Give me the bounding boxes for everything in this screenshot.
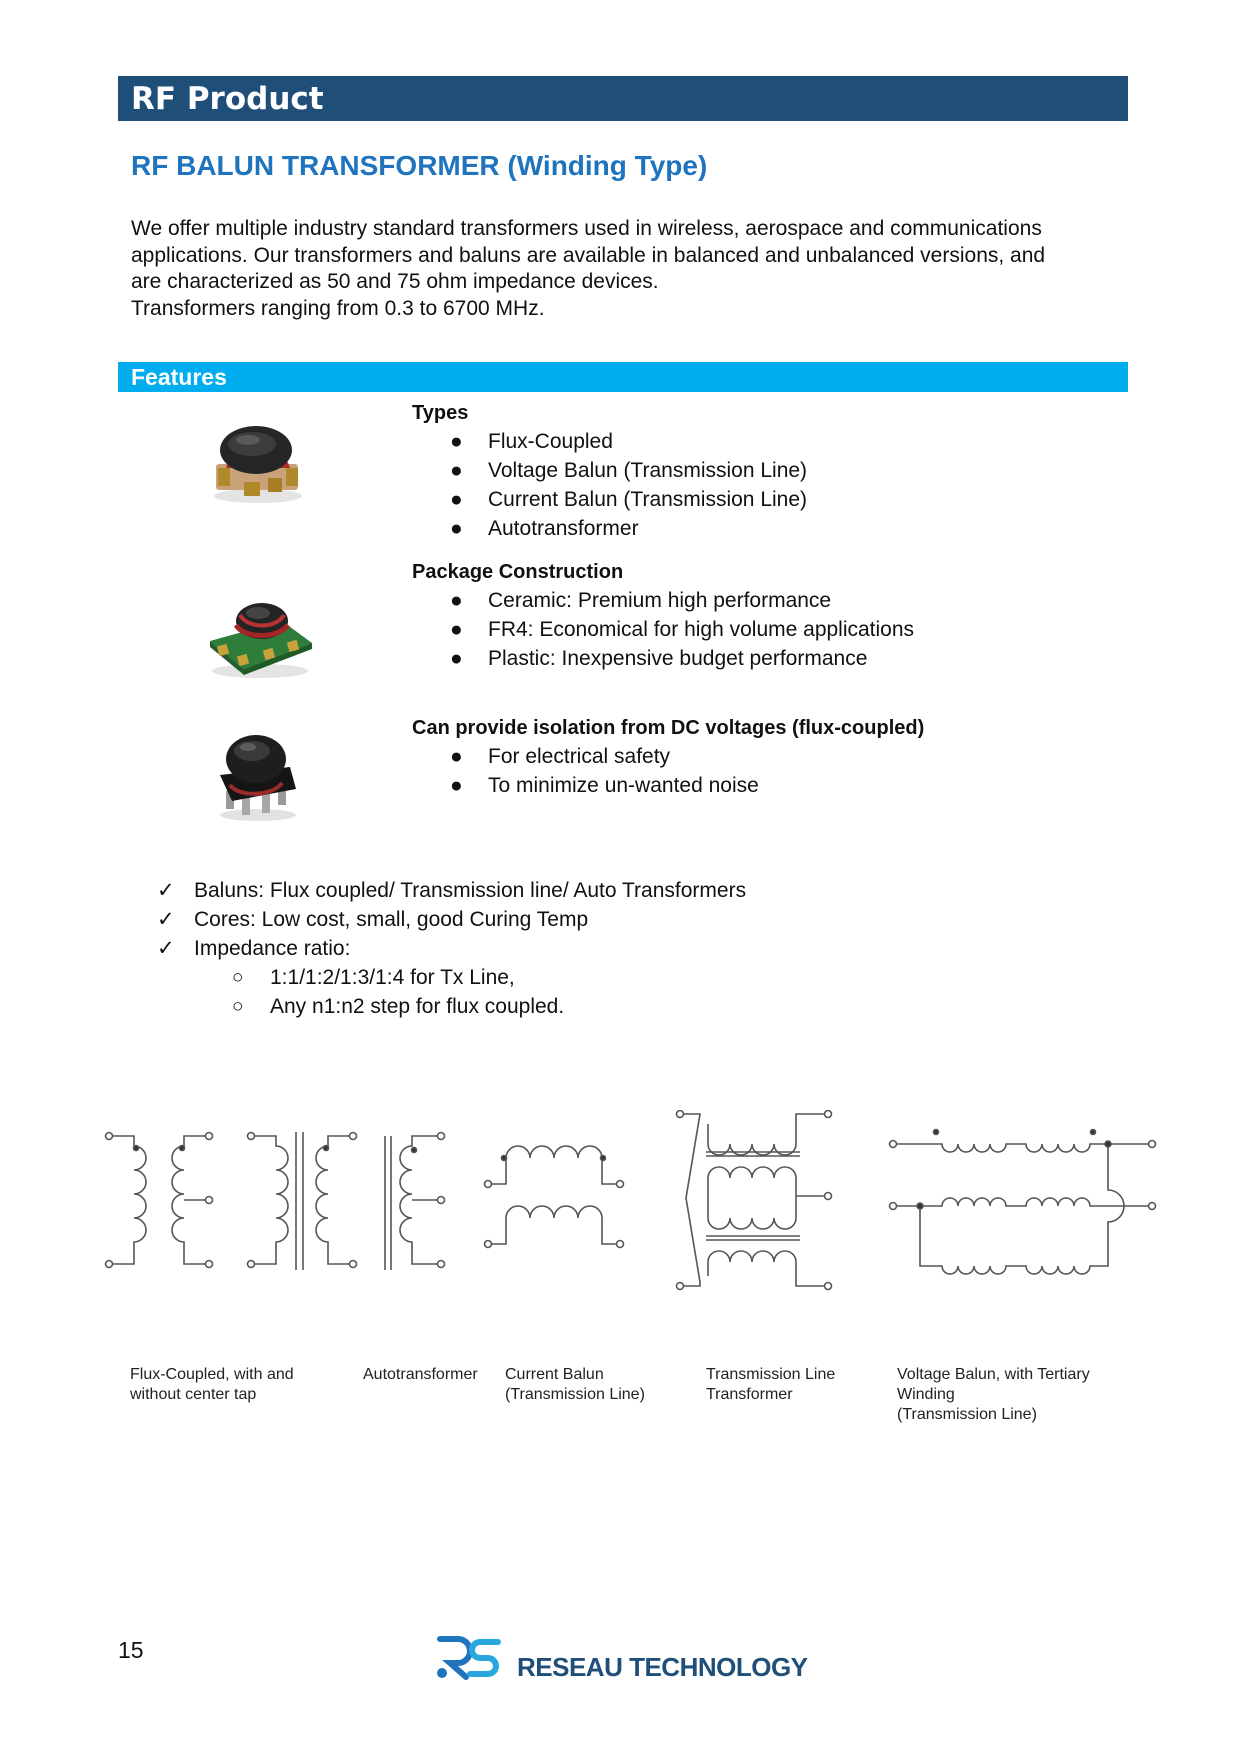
intro-line: Transformers ranging from 0.3 to 6700 MHz.: [131, 296, 545, 320]
features-bar: [118, 362, 1128, 392]
current-balun-schematic: [485, 1146, 624, 1248]
list-item: ● Ceramic: Premium high performance: [412, 586, 914, 615]
check-item: ✓ Cores: Low cost, small, good Curing Temp: [155, 905, 746, 934]
list-item: ● Flux-Coupled: [412, 427, 807, 456]
transmission-line-schematic: [677, 1111, 832, 1290]
list-item: ● Current Balun (Transmission Line): [412, 485, 807, 514]
sub-item: ○ Any n1:n2 step for flux coupled.: [155, 992, 746, 1021]
check-item: ✓ Baluns: Flux coupled/ Transmission line/ Auto Transformers: [155, 876, 746, 905]
bullet-icon: ●: [450, 488, 463, 511]
autotransformer-schematic: [385, 1133, 445, 1271]
features-package: [412, 561, 914, 673]
circle-bullet-icon: ○: [232, 996, 244, 1017]
reseau-logo-icon: [436, 1635, 502, 1681]
company-name: RESEAU TECHNOLOGY: [517, 1652, 808, 1682]
features-isolation: [412, 717, 924, 800]
list-item: ● Voltage Balun (Transmission Line): [412, 456, 807, 485]
list-item: ● FR4: Economical for high volume applications: [412, 615, 914, 644]
group-heading: Types: [412, 402, 469, 424]
checkmark-icon: ✓: [157, 879, 175, 902]
group-heading: Can provide isolation from DC voltages (flux-coupled): [412, 717, 925, 739]
bullet-icon: ●: [450, 647, 463, 670]
caption-transmission-line: Transmission Line Transformer: [706, 1366, 836, 1403]
document-title: RF BALUN TRANSFORMER (Winding Type): [131, 150, 708, 181]
list-item: ● To minimize un-wanted noise: [412, 771, 924, 800]
list-item: ● Plastic: Inexpensive budget performance: [412, 644, 914, 673]
intro-line: applications. Our transformers and baluns are available in balanced and unbalanced versions, and: [131, 243, 1046, 267]
features-title: Features: [131, 364, 227, 390]
bullet-icon: ●: [450, 774, 463, 797]
circle-bullet-icon: ○: [232, 967, 244, 988]
caption-autotransformer: Autotransformer: [363, 1366, 478, 1383]
list-item: ● Autotransformer: [412, 514, 807, 543]
header-bar: [118, 76, 1128, 121]
checklist: [155, 876, 746, 1021]
transformer-image-3: [212, 727, 304, 823]
features-types: [412, 402, 807, 543]
check-item: ✓ Impedance ratio:: [155, 934, 746, 963]
bullet-icon: ●: [450, 618, 463, 641]
intro-line: are characterized as 50 and 75 ohm impedance devices.: [131, 270, 659, 293]
sub-item: ○ 1:1/1:2/1:3/1:4 for Tx Line,: [155, 963, 746, 992]
list-item: ● For electrical safety: [412, 742, 924, 771]
bullet-icon: ●: [450, 517, 463, 540]
bullet-icon: ●: [450, 430, 463, 453]
group-heading: Package Construction: [412, 561, 624, 583]
caption-current-balun: Current Balun (Transmission Line): [505, 1366, 645, 1403]
transformer-image-2: [204, 585, 316, 681]
flux-coupled-schematic: [106, 1132, 357, 1270]
intro-line: We offer multiple industry standard transformers used in wireless, aerospace and communications: [131, 217, 1042, 240]
checkmark-icon: ✓: [157, 937, 175, 960]
bullet-icon: ●: [450, 589, 463, 612]
transformer-schematics: [100, 1110, 1160, 1310]
bullet-icon: ●: [450, 745, 463, 768]
caption-voltage-balun: Voltage Balun, with Tertiary Winding (Transmission Line): [897, 1366, 1090, 1423]
header-title: RF Product: [131, 81, 324, 117]
bullet-icon: ●: [450, 459, 463, 482]
transformer-image-1: [206, 412, 310, 506]
page-number: 15: [118, 1637, 144, 1663]
intro-text: [131, 216, 1121, 322]
checkmark-icon: ✓: [157, 908, 175, 931]
caption-flux-coupled: Flux-Coupled, with and without center tap: [130, 1366, 294, 1403]
voltage-balun-schematic: [890, 1130, 1156, 1275]
